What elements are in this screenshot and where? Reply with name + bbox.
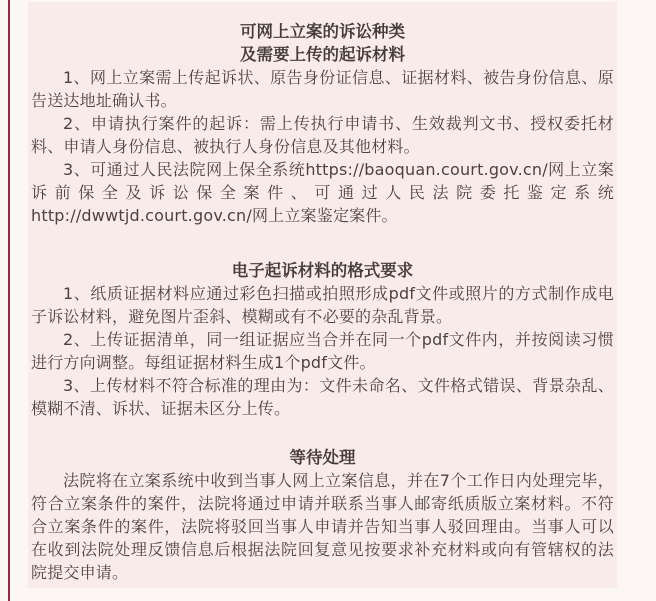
section-format-requirements: [31, 259, 614, 420]
paragraph: 1、纸质证据材料应通过彩色扫描或拍照形成pdf文件或照片的方式制作成电子诉讼材料，避免图片歪斜、模糊或有不必要的杂乱背景。: [31, 284, 614, 326]
left-accent-line: [8, 0, 10, 601]
section-title-line: 电子起诉材料的格式要求: [231, 261, 414, 280]
section-title-line: 及需要上传的起诉材料: [240, 45, 405, 64]
paragraph: 2、申请执行案件的起诉：需上传执行申请书、生效裁判文书、授权委托材料、申请人身份信息、被执行人身份信息及其他材料。: [31, 114, 614, 156]
section-awaiting-processing: [31, 446, 614, 584]
section-title-line: 可网上立案的诉讼种类: [240, 22, 405, 41]
paragraph: 3、可通过人民法院网上保全系统https://baoquan.court.gov.cn/网上立案诉前保全及诉讼保全案件、可通过人民法院委托鉴定系统http://dwwtjd.court.gov.cn/网上立案鉴定案件。: [31, 160, 614, 225]
section-title-line: 等待处理: [289, 448, 356, 467]
paragraph: 3、上传材料不符合标准的理由为：文件未命名、文件格式错误、背景杂乱、模糊不清、诉状、证据未区分上传。: [31, 376, 614, 418]
paragraph: 2、上传证据清单，同一组证据应当合并在同一个pdf文件内，并按阅读习惯进行方向调整。每组证据材料生成1个pdf文件。: [31, 330, 614, 372]
section-filing-types: [31, 20, 614, 227]
notice-content-panel: [28, 2, 617, 588]
paragraph: 法院将在立案系统中收到当事人网上立案信息，并在7个工作日内处理完毕，符合立案条件的案件，法院将通过申请并联系当事人邮寄纸质版立案材料。不符合立案条件的案件，法院将驳回当事人申请并告知当事人驳回理由。当事人可以在收到法院处理反馈信息后根据法院回复意见按要求补充材料或向有管辖权的法院提交申请。: [31, 471, 614, 582]
paragraph: 1、网上立案需上传起诉状、原告身份证信息、证据材料、被告身份信息、原告送达地址确认书。: [31, 68, 614, 110]
